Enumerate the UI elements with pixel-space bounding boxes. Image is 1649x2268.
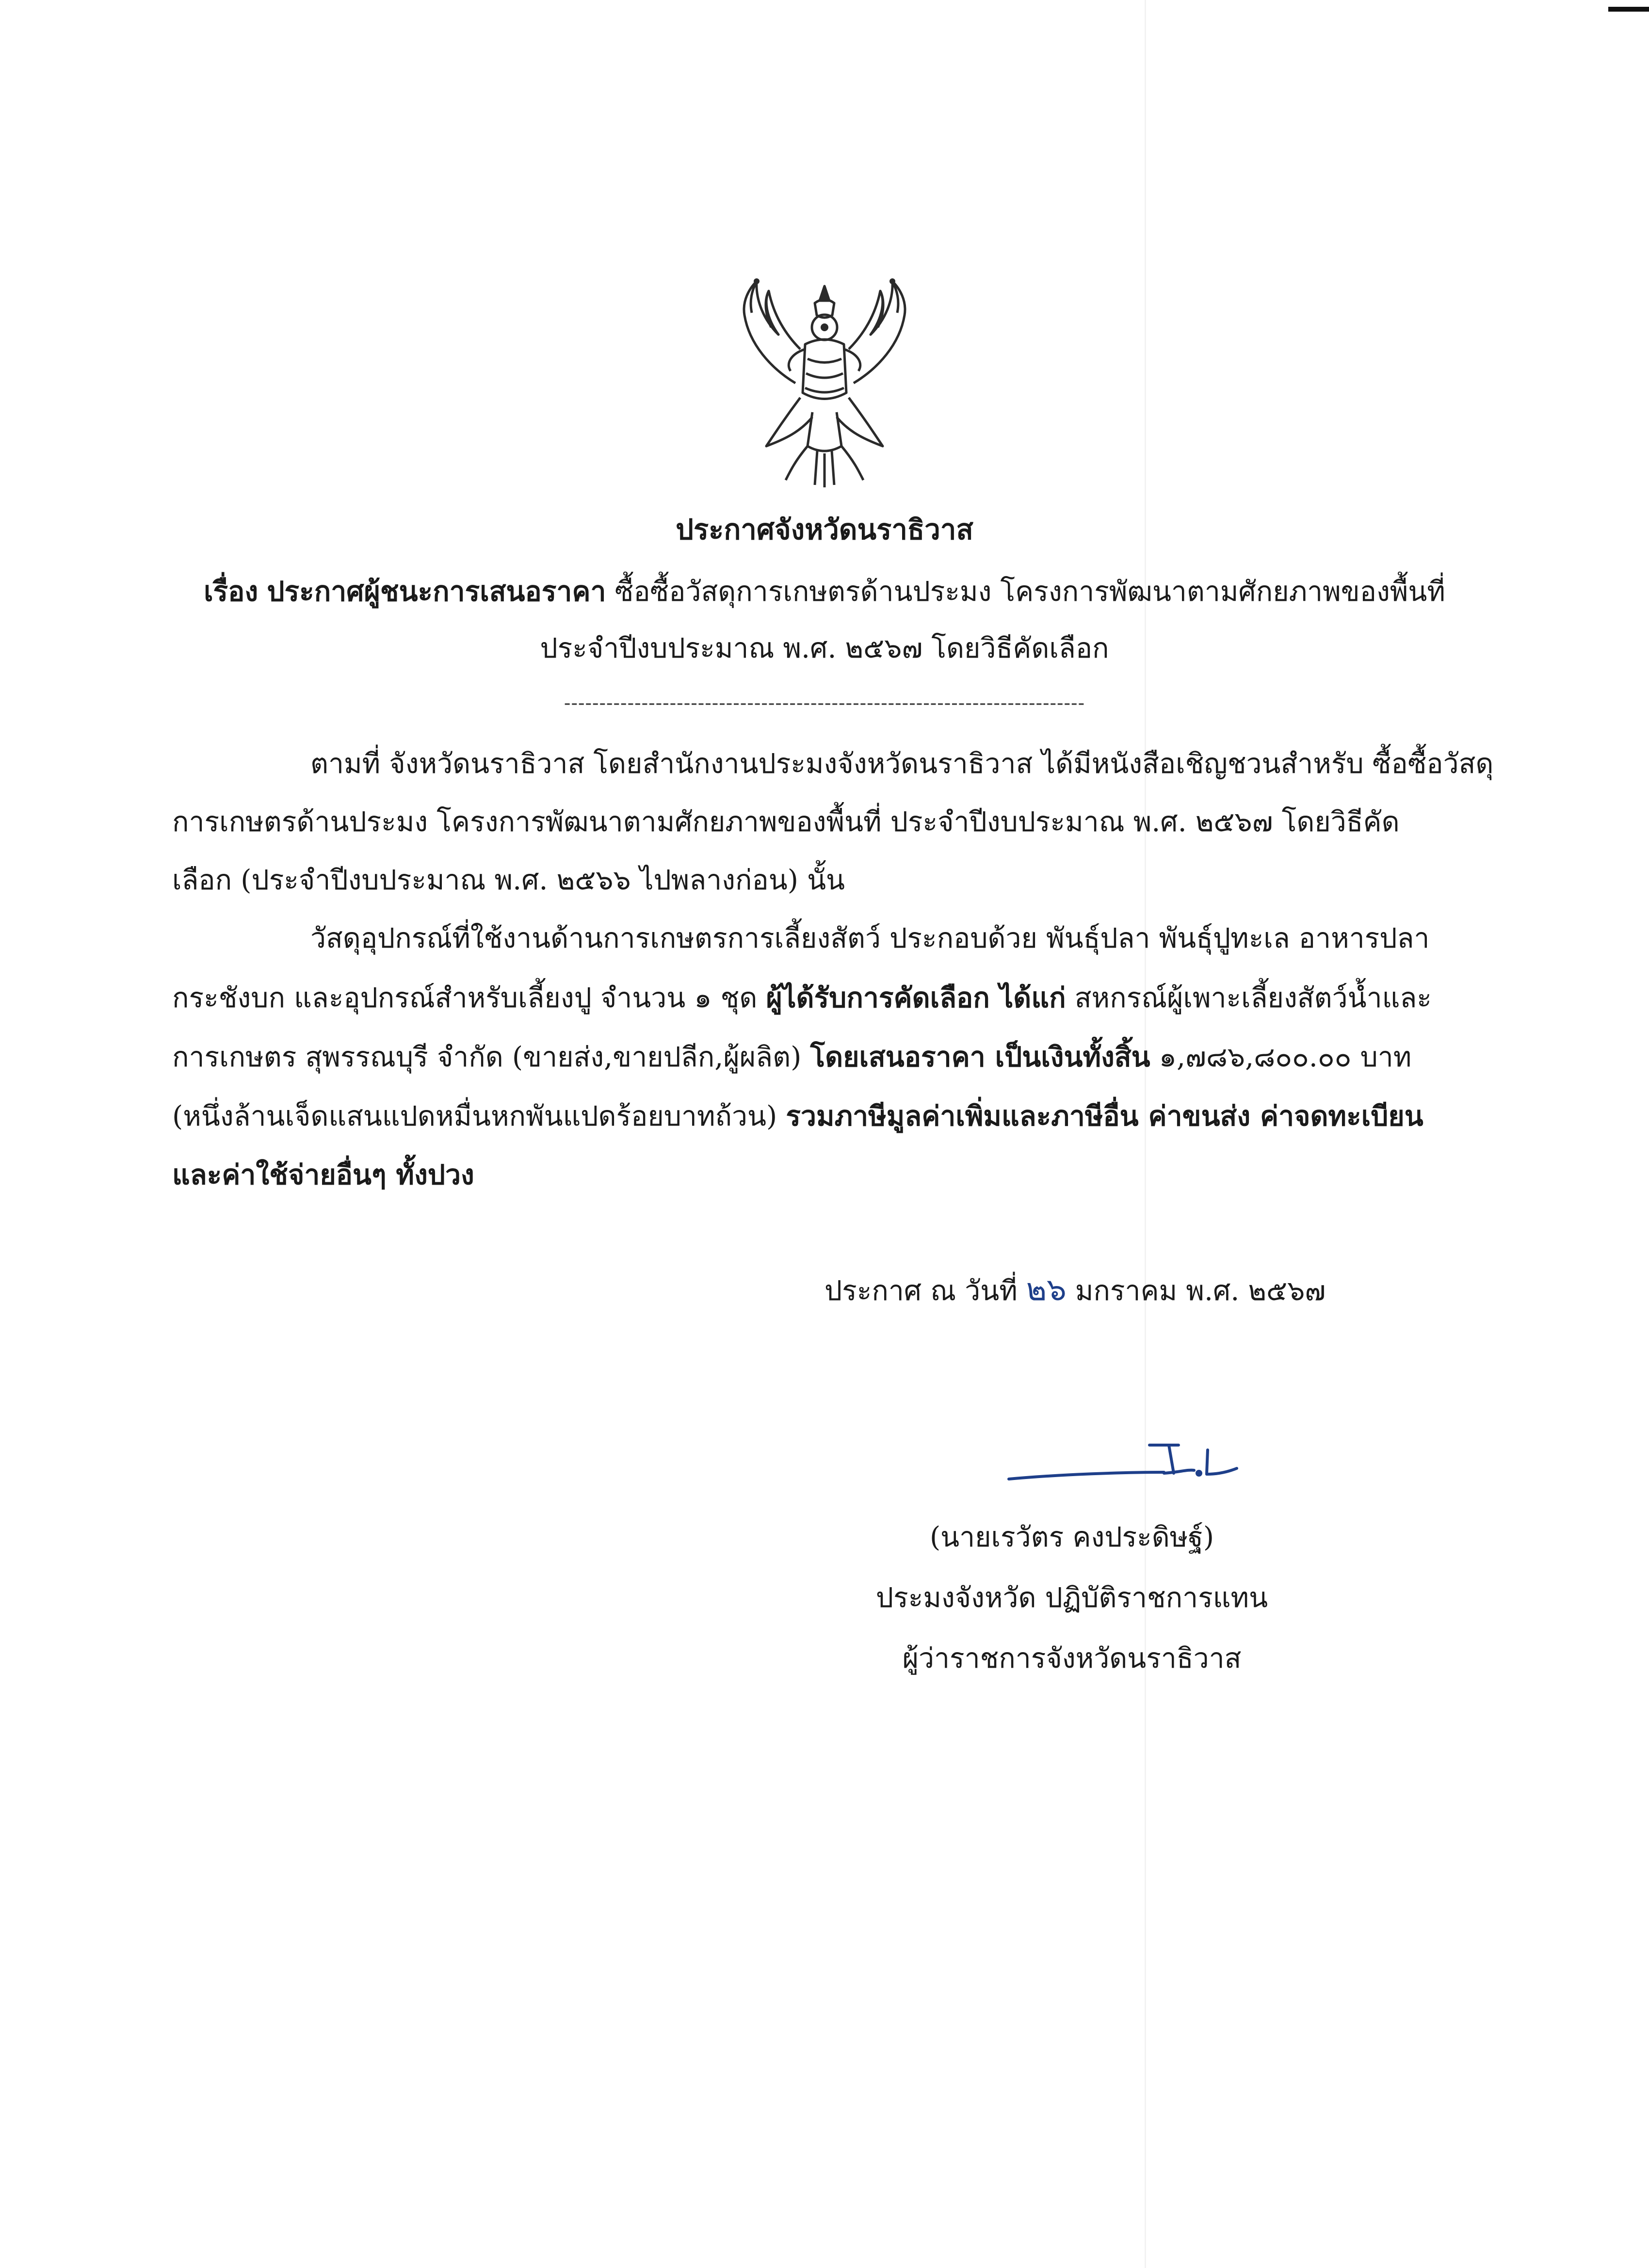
subject-bold-text: ประกาศผู้ชนะการเสนอราคา [267, 575, 606, 608]
price-label: โดยเสนอราคา เป็นเงินทั้งสิ้น [810, 1041, 1150, 1073]
date-day-handwritten: ๒๖ [1026, 1272, 1067, 1308]
paragraph-1-line-1: ตามที่ จังหวัดนราธิวาส โดยสำนักงานประมงจังหวัดนราธิวาส ได้มีหนังสือเชิญชวนสำหรับ ซื้อซื้อวัสดุ [310, 748, 1494, 780]
divider-line: -------------------------------------------------------------------------- [564, 692, 1085, 714]
subject-line-1 [0, 571, 1649, 612]
paragraph-1-line-3: เลือก (ประจำปีงบประมาณ พ.ศ. ๒๕๖๖ ไปพลางก่อน) นั้น [172, 864, 845, 896]
scan-edge-mark [1608, 7, 1649, 12]
signatory-position-line-1: ประมงจังหวัด ปฏิบัติราชการแทน [875, 1582, 1268, 1614]
subject-label: เรื่อง [204, 575, 259, 608]
price-includes-text: รวมภาษีมูลค่าเพิ่มและภาษีอื่น ค่าขนส่ง ค่าจดทะเบียน [786, 1100, 1423, 1132]
garuda-emblem-icon [723, 272, 926, 495]
paragraph-1-line-2: การเกษตรด้านประมง โครงการพัฒนาตามศักยภาพของพื้นที่ ประจำปีงบประมาณ พ.ศ. ๒๕๖๗ โดยวิธีคัด [172, 806, 1400, 838]
handwritten-signature [1004, 1426, 1276, 1494]
paragraph-2-line-3 [172, 1038, 1411, 1077]
paragraph-2-line-4 [172, 1097, 1423, 1136]
winner-name-part-1: สหกรณ์ผู้เพาะเลี้ยงสัตว์น้ำและ [1074, 982, 1432, 1014]
price-in-words: (หนึ่งล้านเจ็ดแสนแปดหมื่นหกพันแปดร้อยบาทถ้วน) [172, 1100, 777, 1132]
signatory-name: (นายเรวัตร คงประดิษฐ์) [929, 1521, 1214, 1553]
announcement-date [824, 1271, 1326, 1310]
item-quantity-text: กระชังบก และอุปกรณ์สำหรับเลี้ยงปู จำนวน ๑ ชุด [172, 982, 758, 1014]
paragraph-2-line-5: และค่าใช้จ่ายอื่นๆ ทั้งปวง [172, 1158, 474, 1191]
date-label: ประกาศ ณ วันที่ [824, 1275, 1018, 1307]
subject-text: ซื้อซื้อวัสดุการเกษตรด้านประมง โครงการพัฒนาตามศักยภาพของพื้นที่ [614, 576, 1445, 608]
document-title: ประกาศจังหวัดนราธิวาส [676, 513, 973, 546]
paragraph-2-line-1: วัสดุอุปกรณ์ที่ใช้งานด้านการเกษตรการเลี้ยงสัตว์ ประกอบด้วย พันธุ์ปลา พันธุ์ปูทะเล อาหารปลา [310, 922, 1430, 954]
signatory-position-line-2: ผู้ว่าราชการจังหวัดนราธิวาส [902, 1642, 1242, 1674]
winner-name-part-2: การเกษตร สุพรรณบุรี จำกัด (ขายส่ง,ขายปลีก,ผู้ผลิต) [172, 1041, 802, 1073]
price-amount: ๑,๗๘๖,๘๐๐.๐๐ บาท [1159, 1041, 1412, 1073]
subject-line-2: ประจำปีงบประมาณ พ.ศ. ๒๕๖๗ โดยวิธีคัดเลือก [540, 632, 1109, 664]
date-month-year: มกราคม พ.ศ. ๒๕๖๗ [1075, 1275, 1326, 1307]
paragraph-2-line-2 [172, 979, 1432, 1017]
winner-label: ผู้ได้รับการคัดเลือก ได้แก่ [766, 981, 1066, 1014]
